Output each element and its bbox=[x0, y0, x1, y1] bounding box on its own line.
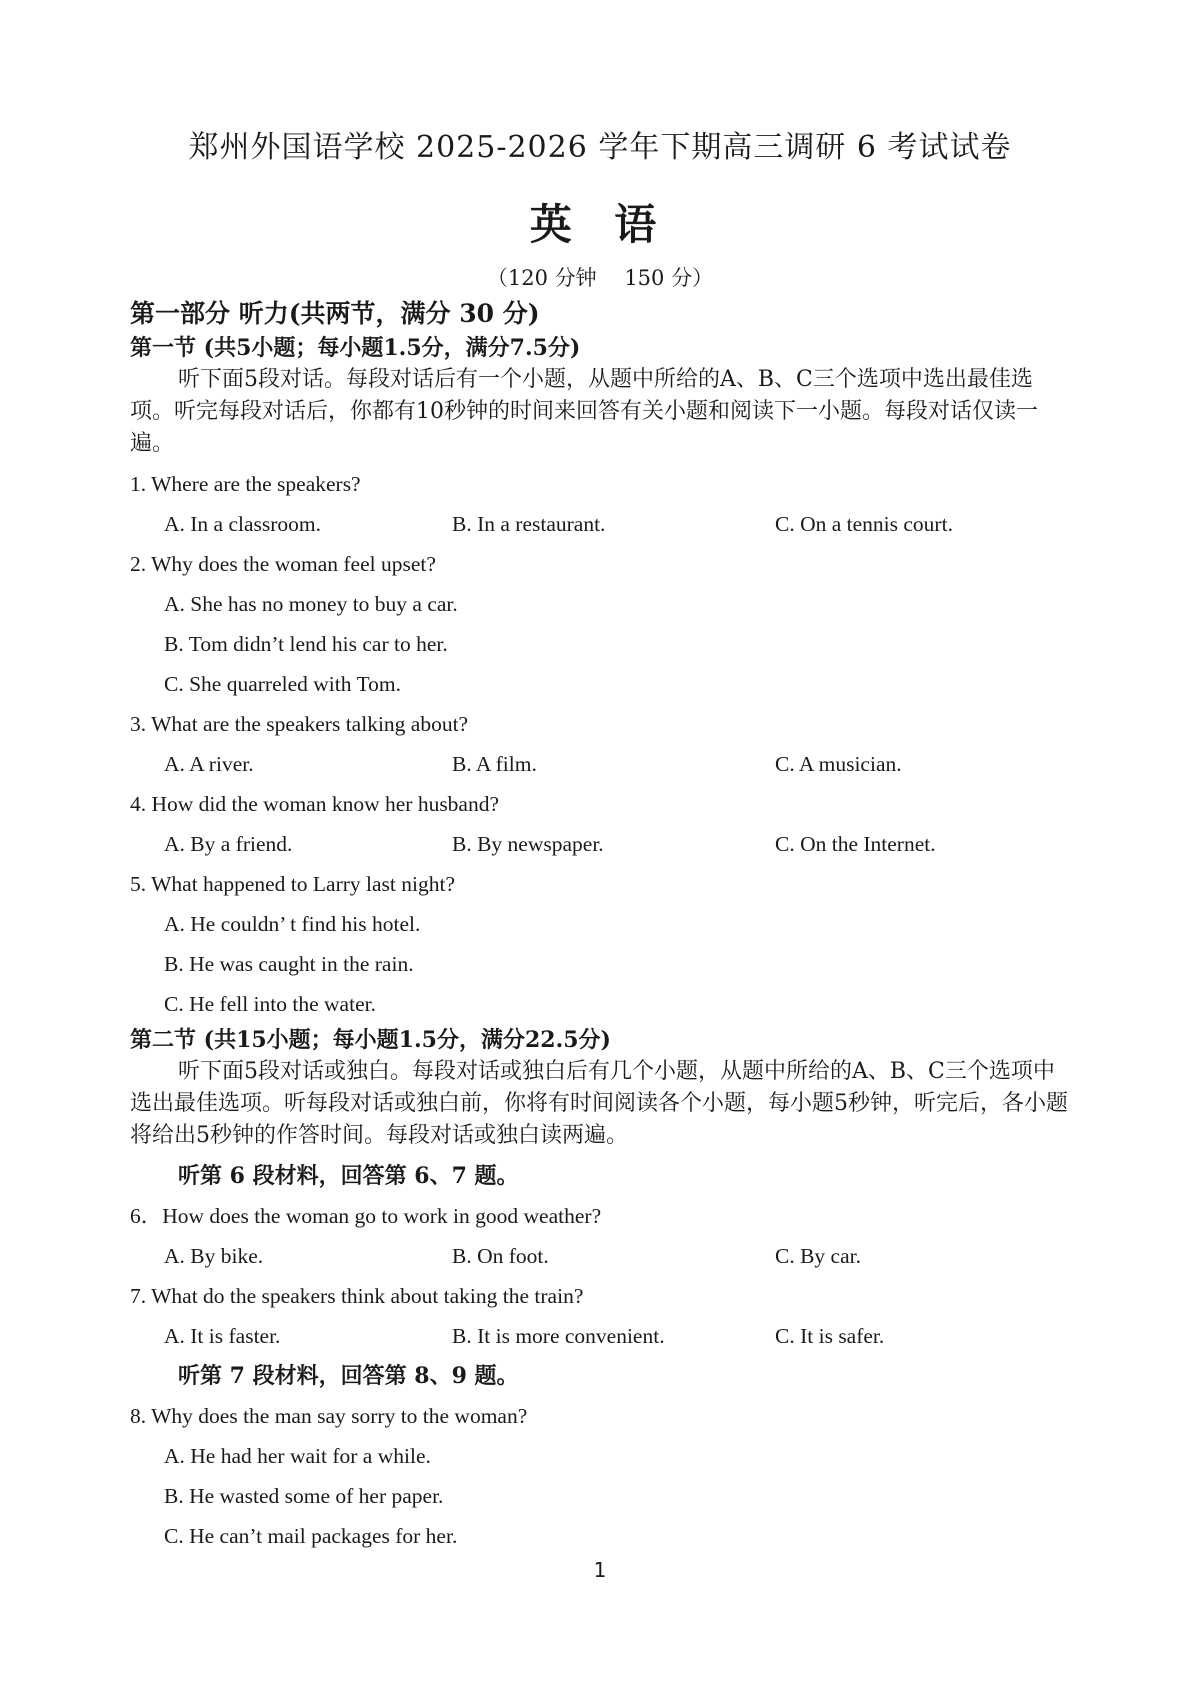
page-number: 1 bbox=[593, 1558, 607, 1582]
option-c: C. On the Internet. bbox=[775, 832, 936, 856]
section-instructions: 听下面5段对话。每段对话后有一个小题，从题中所给的A、B、C三个选项中选出最佳选项。听完每段对话后，你都有10秒钟的时间来回答有关小题和阅读下一小题。每段对话仅读一遍。 bbox=[130, 367, 1038, 456]
option-b: B. By newspaper. bbox=[452, 832, 604, 856]
option-b: B. He wasted some of her paper. bbox=[164, 1484, 444, 1508]
option-row bbox=[130, 1316, 1070, 1356]
material-heading: 听第 7 段材料，回答第 8、9 题。 bbox=[178, 1363, 519, 1389]
option-c: C. He can’t mail packages for her. bbox=[164, 1524, 458, 1548]
option-b: B. It is more convenient. bbox=[452, 1324, 665, 1348]
option-row bbox=[130, 744, 1070, 784]
exam-content bbox=[130, 296, 1070, 1556]
option-a: A. By a friend. bbox=[164, 832, 293, 856]
material-heading: 听第 6 段材料，回答第 6、7 题。 bbox=[178, 1163, 519, 1189]
question-stem: 2. Why does the woman feel upset? bbox=[130, 552, 436, 576]
option-c: C. He fell into the water. bbox=[164, 992, 376, 1016]
subject-title: 英 语 bbox=[529, 200, 671, 249]
section-title: 第二节 (共15小题；每小题1.5分，满分22.5分) bbox=[130, 1027, 611, 1053]
option-b: B. Tom didn’t lend his car to her. bbox=[164, 632, 448, 656]
question-stem: 5. What happened to Larry last night? bbox=[130, 872, 455, 896]
option-row bbox=[130, 504, 1070, 544]
option-b: B. A film. bbox=[452, 752, 537, 776]
exam-title: 郑州外国语学校 2025-2026 学年下期高三调研 6 考试试卷 bbox=[188, 130, 1012, 165]
option-c: C. On a tennis court. bbox=[775, 512, 953, 536]
section-instructions: 听下面5段对话或独白。每段对话或独白后有几个小题，从题中所给的A、B、C三个选项中选出最佳选项。听每段对话或独白前，你将有时间阅读各个小题，每小题5秒钟，听完后，各小题将给出5秒钟的作答时间。每段对话或独白读两遍。 bbox=[130, 1059, 1069, 1148]
option-a: A. He couldn’ t find his hotel. bbox=[164, 912, 421, 936]
option-row bbox=[130, 824, 1070, 864]
option-b: B. He was caught in the rain. bbox=[164, 952, 414, 976]
option-a: A. A river. bbox=[164, 752, 254, 776]
question-stem: 4. How did the woman know her husband? bbox=[130, 792, 500, 816]
question-stem: 7. What do the speakers think about taking the train? bbox=[130, 1284, 584, 1308]
question-stem: 1. Where are the speakers? bbox=[130, 472, 361, 496]
question-stem: 6．How does the woman go to work in good weather? bbox=[130, 1204, 602, 1228]
option-a: A. She has no money to buy a car. bbox=[164, 592, 458, 616]
question-stem: 3. What are the speakers talking about? bbox=[130, 712, 469, 736]
exam-duration: （120 分钟 150 分） bbox=[486, 266, 714, 290]
option-c: C. She quarreled with Tom. bbox=[164, 672, 401, 696]
option-b: B. In a restaurant. bbox=[452, 512, 606, 536]
option-c: C. A musician. bbox=[775, 752, 902, 776]
option-c: C. By car. bbox=[775, 1244, 861, 1268]
option-a: A. By bike. bbox=[164, 1244, 264, 1268]
option-a: A. In a classroom. bbox=[164, 512, 322, 536]
part-title: 第一部分 听力(共两节，满分 30 分) bbox=[130, 299, 540, 328]
option-row bbox=[130, 1236, 1070, 1276]
option-a: A. He had her wait for a while. bbox=[164, 1444, 431, 1468]
section-title: 第一节 (共5小题；每小题1.5分，满分7.5分) bbox=[130, 335, 581, 361]
option-b: B. On foot. bbox=[452, 1244, 549, 1268]
option-a: A. It is faster. bbox=[164, 1324, 281, 1348]
question-stem: 8. Why does the man say sorry to the woman? bbox=[130, 1404, 528, 1428]
option-c: C. It is safer. bbox=[775, 1324, 885, 1348]
